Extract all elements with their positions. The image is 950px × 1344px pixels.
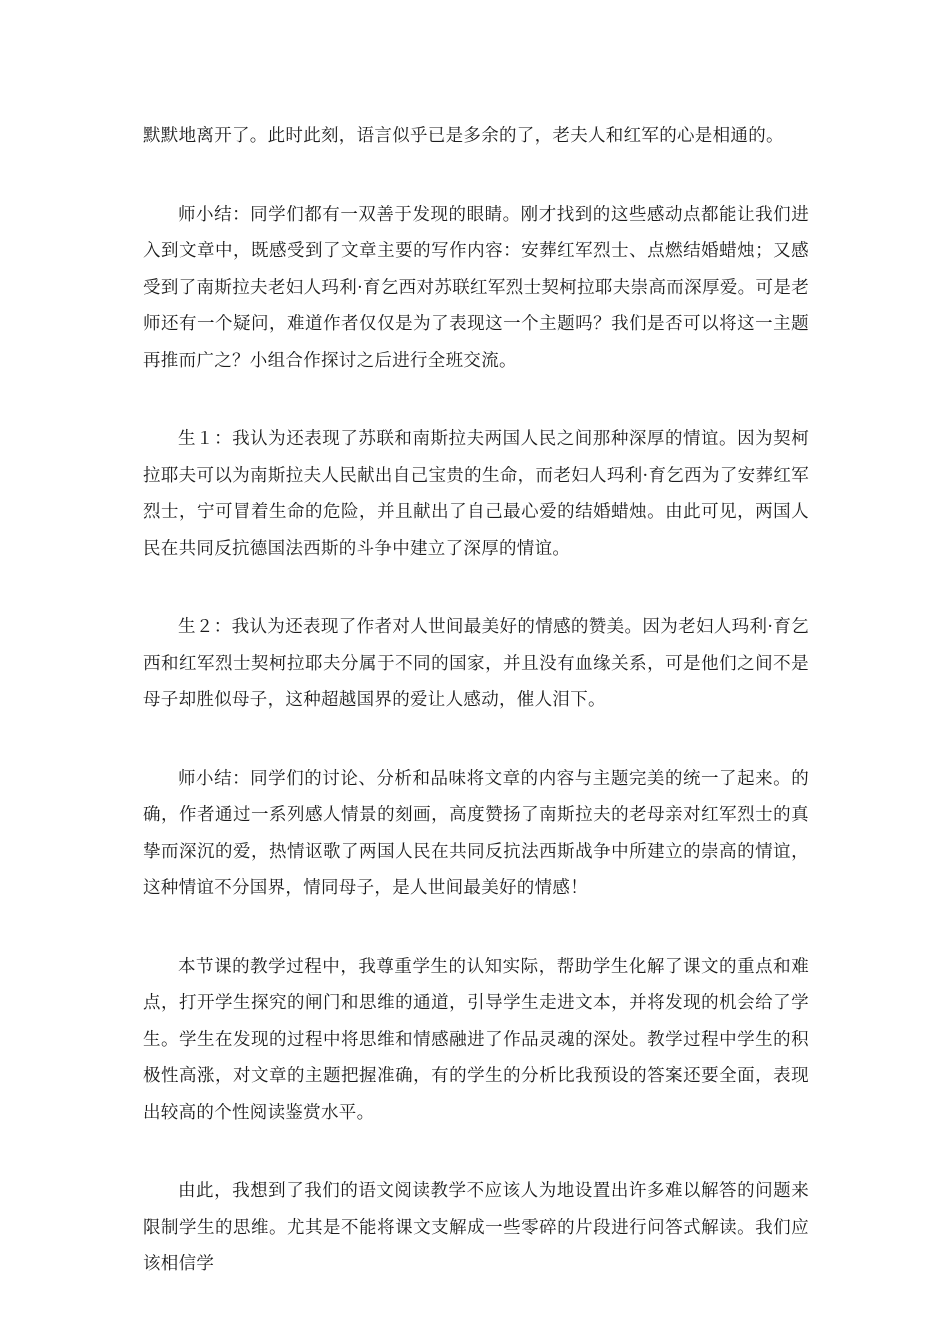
paragraph-continuation: 默默地离开了。此时此刻，语言似乎已是多余的了，老夫人和红军的心是相通的。 (143, 126, 784, 146)
paragraph-gap (143, 155, 809, 197)
paragraph-gap (143, 1131, 809, 1173)
paragraph-gap (143, 567, 809, 609)
paragraph-teacher-summary-1: 师小结：同学们都有一双善于发现的眼睛。刚才找到的这些感动点都能让我们进入到文章中，既感受到了文章主要的写作内容：安葬红军烈士、点燃结婚蜡烛；又感受到了南斯拉夫老妇人玛利·育乞西对苏联红军烈士契柯拉耶夫崇高而深厚爱。可是老师还有一个疑问，难道作者仅仅是为了表现这一个主题吗？我们是否可以将这一主题再推而广之？小组合作探讨之后进行全班交流。 (143, 204, 809, 371)
paragraph-gap (143, 379, 809, 421)
paragraph-student-1: 生１：我认为还表现了苏联和南斯拉夫两国人民之间那种深厚的情谊。因为契柯拉耶夫可以为南斯拉夫人民献出自己宝贵的生命，而老妇人玛利·育乞西为了安葬红军烈士，宁可冒着生命的危险，并且献出了自己最心爱的结婚蜡烛。由此可见，两国人民在共同反抗德国法西斯的斗争中建立了深厚的情谊。 (143, 429, 809, 559)
paragraph-student-2: 生２：我认为还表现了作者对人世间最美好的情感的赞美。因为老妇人玛利·育乞西和红军烈士契柯拉耶夫分属于不同的国家，并且没有血缘关系，可是他们之间不是母子却胜似母子，这种超越国界的爱让人感动，催人泪下。 (143, 617, 809, 710)
paragraph-gap (143, 719, 809, 761)
document-body (143, 118, 809, 1283)
paragraph-reflection-2: 由此，我想到了我们的语文阅读教学不应该人为地设置出许多难以解答的问题来限制学生的思维。尤其是不能将课文支解成一些零碎的片段进行问答式解读。我们应该相信学 (143, 1181, 809, 1274)
paragraph-teacher-summary-2: 师小结：同学们的讨论、分析和品味将文章的内容与主题完美的统一了起来。的确，作者通过一系列感人情景的刻画，高度赞扬了南斯拉夫的老母亲对红军烈士的真挚而深沉的爱，热情讴歌了两国人民在共同反抗法西斯战争中所建立的崇高的情谊，这种情谊不分国界，情同母子，是人世间最美好的情感！ (143, 768, 809, 898)
paragraph-reflection-1: 本节课的教学过程中，我尊重学生的认知实际，帮助学生化解了课文的重点和难点，打开学生探究的闸门和思维的通道，引导学生走进文本，并将发现的机会给了学生。学生在发现的过程中将思维和情感融进了作品灵魂的深处。教学过程中学生的积极性高涨，对文章的主题把握准确，有的学生的分析比我预设的答案还要全面，表现出较高的个性阅读鉴赏水平。 (143, 956, 809, 1123)
paragraph-gap (143, 907, 809, 949)
